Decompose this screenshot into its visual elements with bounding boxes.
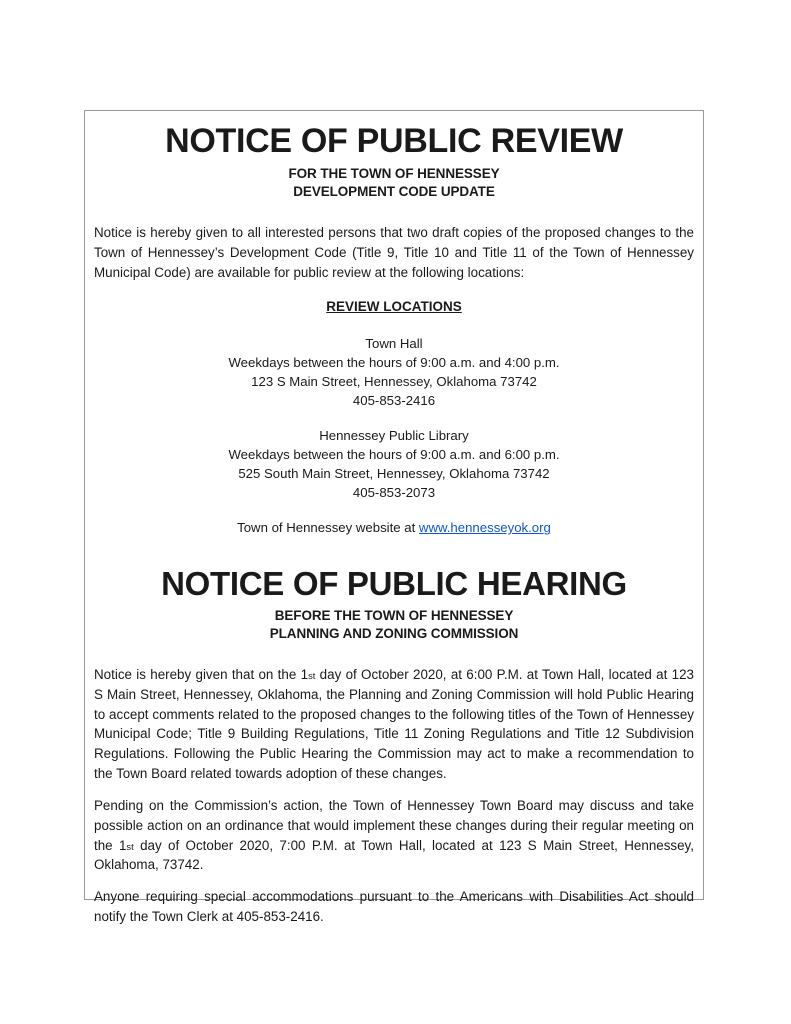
- hearing-paragraph-1: [94, 665, 694, 784]
- hearing-paragraph-2: [94, 796, 694, 875]
- spacer: [94, 875, 694, 887]
- website-label: Town of Hennessey website at: [237, 520, 419, 536]
- page-title-public-review: NOTICE OF PUBLIC REVIEW: [165, 122, 623, 160]
- spacer: [94, 538, 694, 564]
- spacer: [94, 314, 694, 335]
- public-review-subtitle: [94, 165, 694, 202]
- spacer: [94, 282, 694, 299]
- document-page: [84, 110, 704, 925]
- location-phone: 405-853-2073: [352, 484, 436, 500]
- location-hours: Weekdays between the hours of 9:00 a.m. and 4:00 p.m.: [228, 355, 560, 371]
- spacer: [94, 202, 694, 223]
- hearing-paragraph-2-part-2: day of October 2020, 7:00 P.M. at Town Hall, located at 123 S Main Street, Hennessey, Oklahoma, 73742.: [94, 837, 694, 873]
- location-phone: 405-853-2416: [352, 392, 436, 408]
- location-address: 123 S Main Street, Hennessey, Oklahoma 73742: [251, 373, 537, 389]
- public-hearing-subtitle: [94, 607, 694, 644]
- public-hearing-subtitle-line-1: BEFORE THE TOWN OF HENNESSEY: [274, 607, 514, 623]
- website-line: [94, 519, 694, 538]
- ordinal-suffix: st: [308, 670, 316, 681]
- location-name: Town Hall: [365, 336, 423, 352]
- spacer: [94, 644, 694, 665]
- review-location-public-library: [94, 427, 694, 502]
- town-website-link[interactable]: www.hennesseyok.org: [418, 520, 551, 536]
- page-title-public-hearing: NOTICE OF PUBLIC HEARING: [161, 565, 627, 603]
- location-address: 525 South Main Street, Hennessey, Oklahoma 73742: [238, 465, 550, 481]
- location-name: Hennessey Public Library: [319, 428, 469, 444]
- public-hearing-subtitle-line-2: PLANNING AND ZONING COMMISSION: [269, 626, 519, 642]
- hearing-paragraph-1-part-1: Notice is hereby given that on the 1: [94, 666, 309, 682]
- public-review-intro-paragraph: Notice is hereby given to all interested persons that two draft copies of the proposed changes to the Town of Hennessey’s Development Code (Title 9, Title 10 and Title 11 of the Town of Hennessey Municipal Code) are available for public review at the following locations:: [94, 224, 694, 280]
- public-review-subtitle-line-2: DEVELOPMENT CODE UPDATE: [293, 184, 495, 200]
- public-review-subtitle-line-1: FOR THE TOWN OF HENNESSEY: [288, 165, 500, 181]
- location-hours: Weekdays between the hours of 9:00 a.m. and 6:00 p.m.: [228, 447, 560, 463]
- review-location-town-hall: [94, 335, 694, 410]
- hearing-paragraph-1-part-2: day of October 2020, at 6:00 P.M. at Town Hall, located at 123 S Main Street, Hennessey, Oklahoma, the Planning and Zoning Commission will hold Public Hearing to accept comments related to the proposed changes to the following titles of the Town of Hennessey Municipal Code; Title 9 Building Regulations, Title 11 Zoning Regulations and Title 12 Subdivision Regulations. Following the Public Hearing the Commission may act to make a recommendation to the Town Board related towards adoption of these changes.: [94, 666, 694, 782]
- document-content: [85, 111, 703, 927]
- ordinal-suffix: st: [126, 841, 134, 852]
- spacer: [94, 502, 694, 519]
- hearing-paragraph-2-part-1: Pending on the Commission’s action, the Town of Hennessey Town Board may discuss and take possible action on an ordinance that would implement these changes during their regular meeting on the 1: [94, 797, 694, 853]
- spacer: [94, 784, 694, 796]
- ada-accommodations-paragraph: Anyone requiring special accommodations pursuant to the Americans with Disabilities Act should notify the Town Clerk at 405-853-2416.: [94, 889, 694, 925]
- spacer: [94, 410, 694, 427]
- review-locations-heading: REVIEW LOCATIONS: [326, 299, 462, 315]
